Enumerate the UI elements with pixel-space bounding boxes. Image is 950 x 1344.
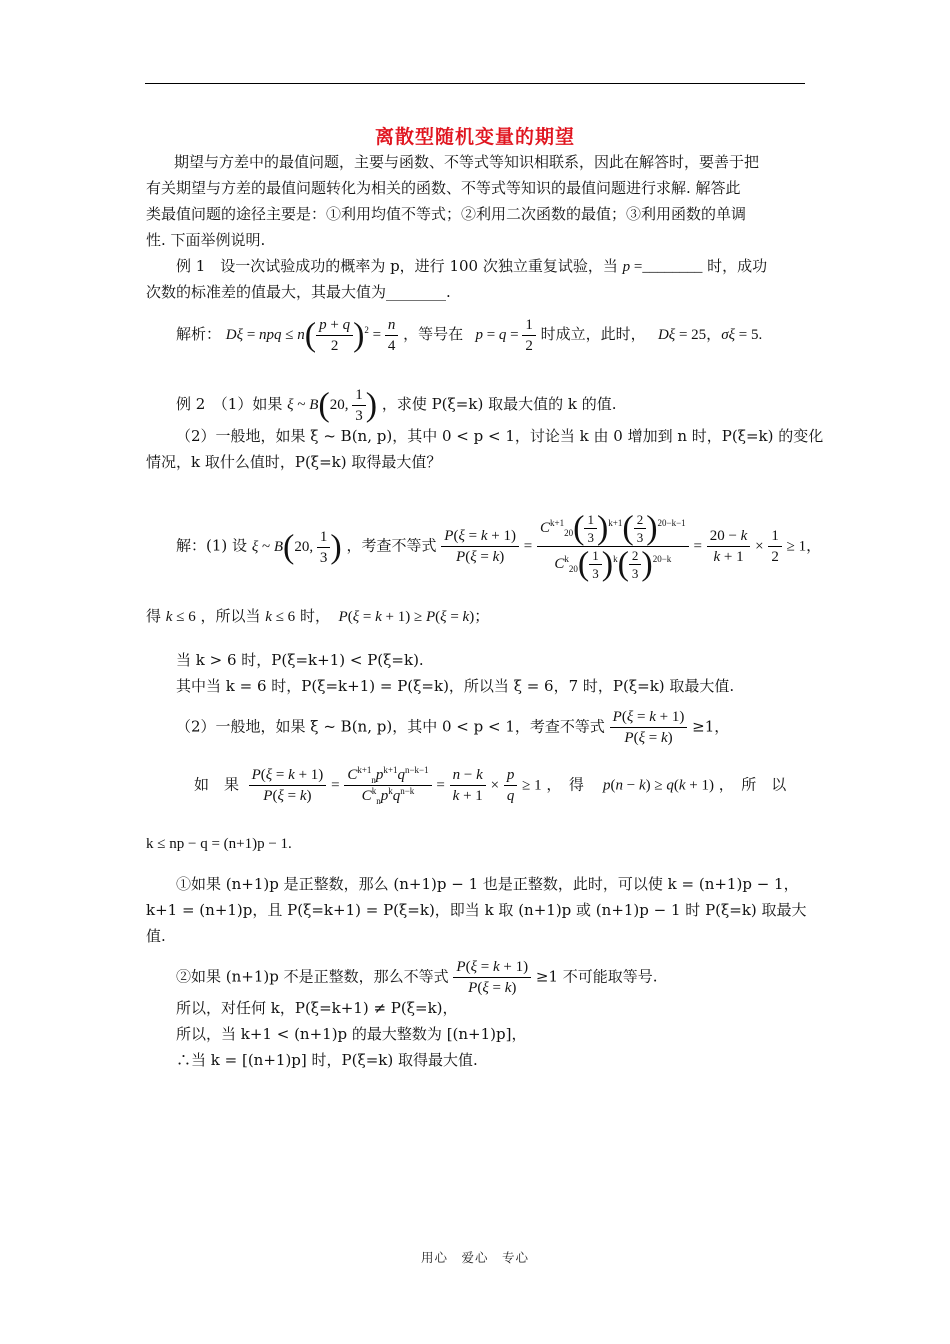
solution-1-label: 解析： bbox=[176, 324, 222, 343]
example-2-part-2-b: 情况，k 取什么值时，P(ξ=k) 取得最大值？ bbox=[146, 453, 442, 471]
example-2-label: 例 2 （1）如果 bbox=[176, 394, 283, 413]
intro-line-2: 有关期望与方差的最值问题转化为相关的函数、不等式等知识的最值问题进行求解. 解答此 bbox=[146, 179, 741, 197]
solution-2-line: 解：(1) 设 ξ ~ B(20, $\frac{1}{3}$ ) ，考查不等式 $\frac{P(\xi = k + 1)}{P(\xi = k)}$ = $C^{k+1}_{20}$( $\frac{1}{3}$ )$^{k+1}$( $\frac{2}{3}$ )$^{20-k-1}$ $C^k_{20}$( $\frac{1}{3}$ )$^k$( $\frac{2}{3}$ )$^{20-k}$ = $\frac{20 - k}{k + 1}$ × $\frac{1}{2}$ ≥ 1， bbox=[176, 509, 822, 583]
general-ineq: ≥1， bbox=[692, 717, 730, 736]
combination-ratio: $C^{k+1}_{20}$( $\frac{1}{3}$ )$^{k+1}$( $\frac{2}{3}$ )$^{20-k-1}$ $C^k_{20}$( $\frac{1}{3}$ )$^k$( $\frac{2}{3}$ )$^{20-k}$ bbox=[537, 512, 689, 581]
example-1-blank: p =________ bbox=[622, 259, 703, 275]
example-1-question bbox=[176, 256, 767, 277]
case-2-text: ②如果 (n+1)p 不是正整数，那么不等式 bbox=[176, 967, 449, 986]
intro-line-4: 性. 下面举例说明. bbox=[146, 231, 266, 249]
so-label: ， 所 以 bbox=[718, 775, 787, 794]
intro-line-1: 期望与方差中的最值问题，主要与函数、不等式等知识相联系，因此在解答时，要善于把 bbox=[174, 153, 760, 171]
final-line-3: ∴当 k = [(n+1)p] 时，P(ξ=k) 取得最大值. bbox=[176, 1051, 478, 1069]
ratio-fraction: $\frac{P(\xi = k + 1)}{P(\xi = k)}$ bbox=[441, 527, 519, 566]
general-case-line bbox=[176, 708, 729, 747]
if-label: 如 果 bbox=[194, 775, 240, 794]
intro-line-3: 类最值问题的途径主要是：①利用均值不等式；②利用二次函数的最值；③利用函数的单调 bbox=[146, 205, 747, 223]
prob-inequality: P(ξ = k + 1) ≥ P(ξ = k)； bbox=[338, 609, 490, 625]
simplified-ratio: $\frac{20 - k}{k + 1}$ bbox=[707, 527, 751, 566]
if-ratio-line: 如 果 $\frac{P(\xi = k + 1)}{P(\xi = k)}$ = $\frac{C^{k+1}_np^{k+1}q^{n-k-1}}{C^k_np^kq^{n-k}}$ = $\frac{n - k}{k + 1}$ × $\frac{p}{q}$ ≥ 1 ， 得 p(n − k) ≥ q(k + 1) ， 所 以 bbox=[194, 765, 787, 806]
page-footer: 用心 爱心 专心 bbox=[420, 1250, 529, 1265]
k-result-line bbox=[146, 606, 489, 627]
solution-1-mid: ，等号在 bbox=[403, 324, 464, 343]
example-1-text-a: 例 1 设一次试验成功的概率为 p，进行 100 次独立重复试验，当 bbox=[176, 257, 618, 275]
general-ratio: $\frac{P(\xi = k + 1)}{P(\xi = k)}$ bbox=[610, 708, 688, 747]
solution-2-mid: ，考查不等式 bbox=[346, 536, 437, 555]
example-2-part-2-a: （2）一般地，如果 ξ ~ B(n, p)，其中 0 < p < 1，讨论当 k 由 0 增加到 n 时，P(ξ=k) 的变化 bbox=[176, 427, 824, 445]
when-label: 时， bbox=[299, 607, 330, 625]
line-k-eq-6: 其中当 k = 6 时，P(ξ=k+1) = P(ξ=k)，所以当 ξ = 6，7 时，P(ξ=k) 取最大值. bbox=[176, 677, 735, 695]
solution-2-label: 解：(1) 设 bbox=[176, 536, 248, 555]
de-label: 得 bbox=[146, 607, 162, 625]
example-1-line-2: 次数的标准差的值最大，其最大值为________. bbox=[146, 283, 451, 301]
document-title: 离散型随机变量的期望 bbox=[374, 126, 575, 148]
de2-label: ， 得 bbox=[546, 775, 584, 794]
header-rule bbox=[145, 83, 805, 84]
example-1-text-b: 时，成功 bbox=[707, 257, 768, 275]
case-2-ratio: $\frac{P(\xi = k + 1)}{P(\xi = k)}$ bbox=[453, 958, 531, 997]
pnk-inequality: p(n − k) ≥ q(k + 1) bbox=[602, 777, 714, 794]
case-1-b: k+1 = (n+1)p，且 P(ξ=k+1) = P(ξ=k)，即当 k 取 (n+1)p 或 (n+1)p − 1 时 P(ξ=k) 取最大 bbox=[146, 901, 807, 919]
final-line-1: 所以，对任何 k，P(ξ=k+1) ≠ P(ξ=k)， bbox=[176, 999, 458, 1017]
general-text: （2）一般地，如果 ξ ~ B(n, p)，其中 0 < p < 1，考查不等式 bbox=[176, 717, 605, 736]
case-2-line bbox=[176, 958, 658, 997]
example-2-part-1 bbox=[176, 386, 616, 425]
binomial-expression-2: ξ ~ B(20, $\frac{1}{3}$ ) bbox=[251, 528, 342, 566]
binomial-expression: ξ ~ B(20, $\frac{1}{3}$ ) bbox=[287, 386, 378, 424]
combination-ratio-2: $\frac{C^{k+1}_np^{k+1}q^{n-k-1}}{C^k_np^kq^{n-k}}$ bbox=[344, 766, 431, 805]
k-le-6: k ≤ 6 bbox=[165, 609, 196, 625]
example-2-tail: ，求使 P(ξ=k) 取最大值的 k 的值. bbox=[381, 394, 617, 413]
k-le-6-b: k ≤ 6 bbox=[265, 609, 296, 625]
solution-1 bbox=[176, 316, 762, 355]
solution-1-result: Dξ = 25，σξ = 5. bbox=[657, 326, 763, 343]
variance-formula: Dξ = npq ≤ n( $\frac{p + q}{2}$ )$^2$ = $\frac{n}{4}$ bbox=[226, 327, 399, 343]
case-1-c: 值. bbox=[146, 927, 166, 945]
k-bound: k ≤ np − q = (n+1)p − 1. bbox=[146, 836, 292, 852]
final-line-2: 所以，当 k+1 < (n+1)p 的最大整数为 [(n+1)p]， bbox=[176, 1025, 527, 1043]
case-2-tail: ≥1 不可能取等号. bbox=[535, 967, 658, 986]
case-1-a: ①如果 (n+1)p 是正整数，那么 (n+1)p − 1 也是正整数，此时，可以使 k = (n+1)p − 1， bbox=[176, 875, 799, 893]
solution-1-cond: 时成立，此时， bbox=[540, 324, 646, 343]
so-when: ，所以当 bbox=[200, 607, 261, 625]
line-k-gt-6: 当 k > 6 时，P(ξ=k+1) < P(ξ=k). bbox=[176, 651, 424, 669]
ratio-fraction-2: $\frac{P(\xi = k + 1)}{P(\xi = k)}$ bbox=[249, 766, 327, 805]
equality-condition: p = q = $\frac{1}{2}$ bbox=[468, 327, 536, 343]
